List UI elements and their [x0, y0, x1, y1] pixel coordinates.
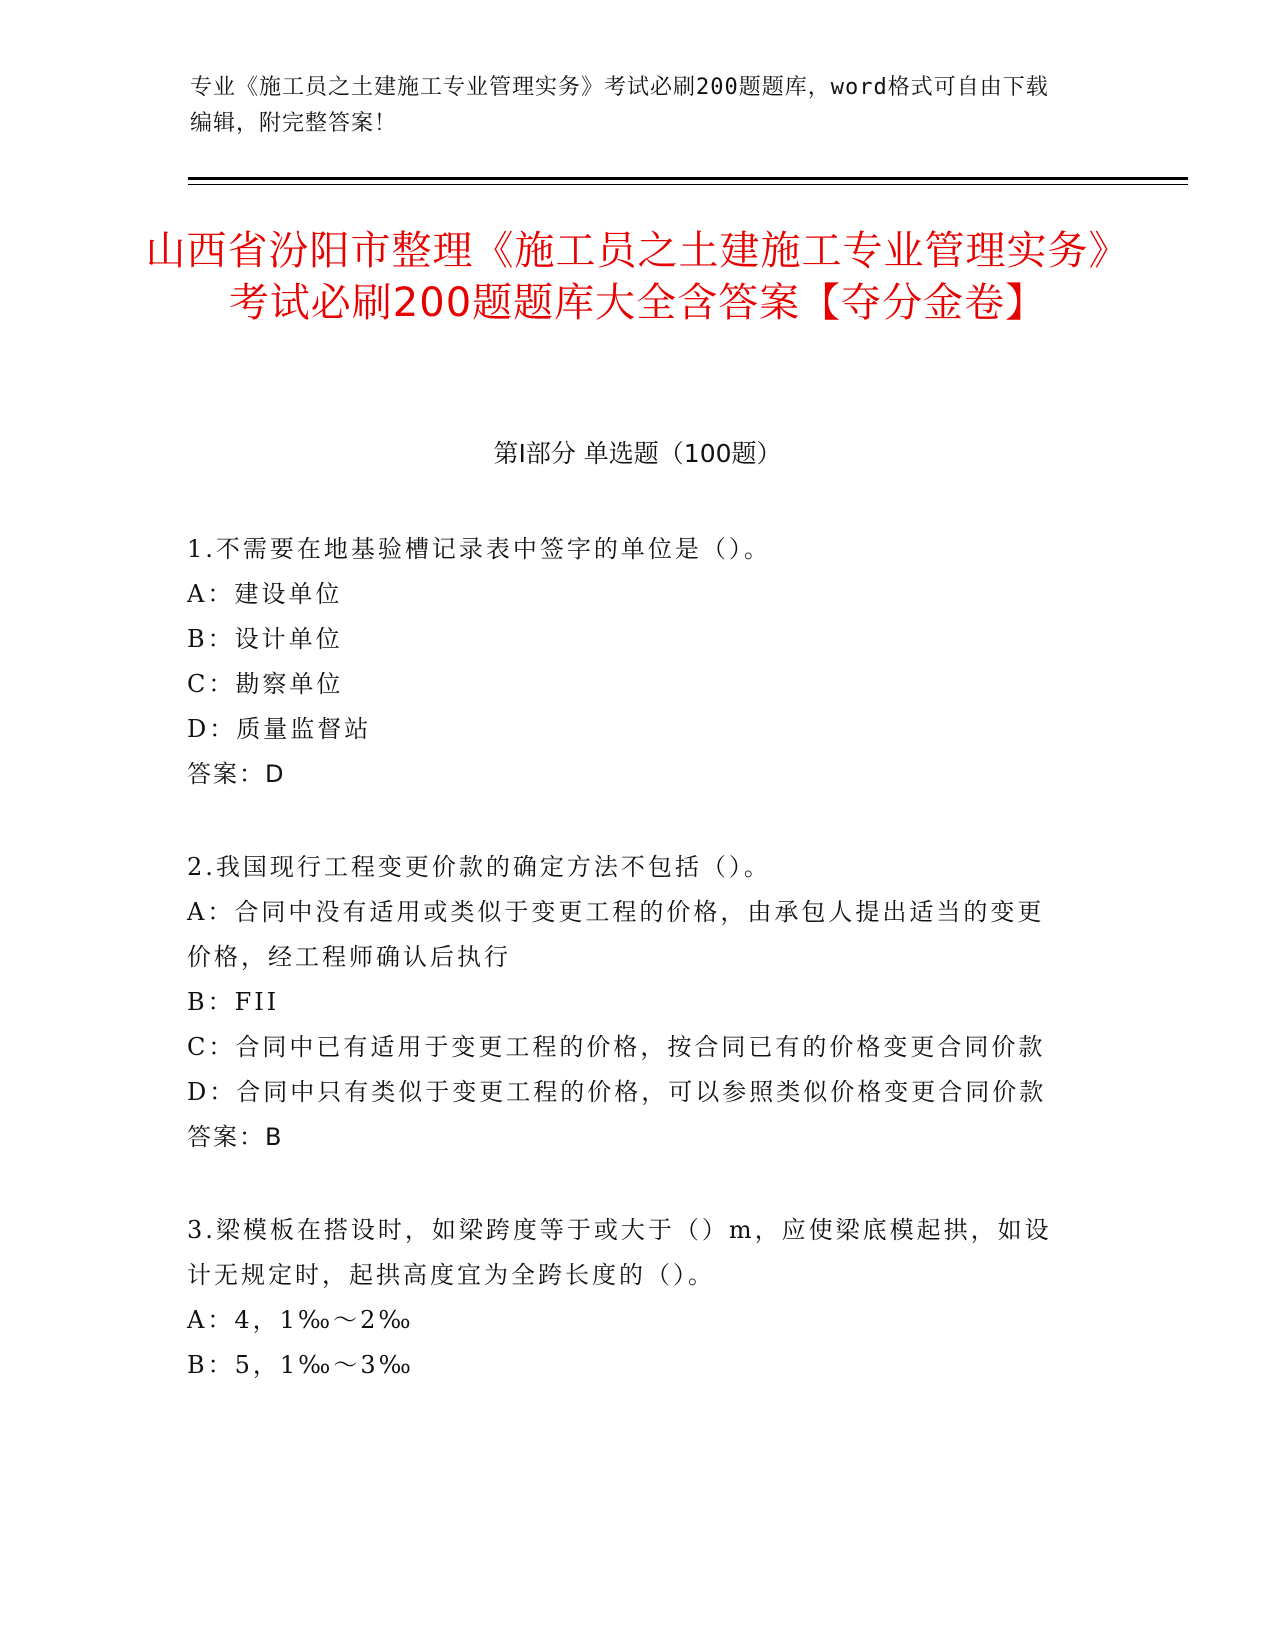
option-d: D：质量监督站 [187, 715, 372, 743]
option-a: A：4，1‰～2‰ [187, 1306, 414, 1334]
question-2 [187, 845, 1067, 1160]
option-b: B：5，1‰～3‰ [187, 1351, 414, 1379]
answer: 答案：D [187, 760, 286, 788]
option-c: C：勘察单位 [187, 670, 344, 698]
question-text: 2.我国现行工程变更价款的确定方法不包括（）。 [187, 853, 771, 881]
question-text: 1.不需要在地基验槽记录表中签字的单位是（）。 [187, 535, 771, 563]
document-title: 山西省汾阳市整理《施工员之土建施工专业管理实务》考试必刷200题题库大全含答案【夺分金卷】 [145, 228, 1130, 326]
question-1 [187, 527, 1067, 797]
option-a: A：建设单位 [187, 580, 343, 608]
option-b: B：FII [187, 988, 280, 1016]
question-3 [187, 1208, 1067, 1388]
question-list [187, 527, 1067, 1436]
section-heading: 第I部分 单选题（100题） [493, 439, 782, 468]
option-c: C：合同中已有适用于变更工程的价格，按合同已有的价格变更合同价款 [187, 1033, 1046, 1061]
option-d: D：合同中只有类似于变更工程的价格，可以参照类似价格变更合同价款 [187, 1078, 1047, 1106]
question-text: 3.梁模板在搭设时，如梁跨度等于或大于（）m，应使梁底模起拱，如设计无规定时，起拱高度宜为全跨长度的（）。 [187, 1216, 1052, 1289]
option-b: B：设计单位 [187, 625, 343, 653]
header-divider-thick [188, 177, 1188, 180]
header-divider-thin [188, 184, 1188, 185]
header-note: 专业《施工员之土建施工专业管理实务》考试必刷200题题库，word格式可自由下载编辑，附完整答案！ [190, 75, 1049, 136]
answer: 答案：B [187, 1123, 284, 1151]
option-a: A：合同中没有适用或类似于变更工程的价格，由承包人提出适当的变更价格，经工程师确认后执行 [187, 898, 1045, 971]
